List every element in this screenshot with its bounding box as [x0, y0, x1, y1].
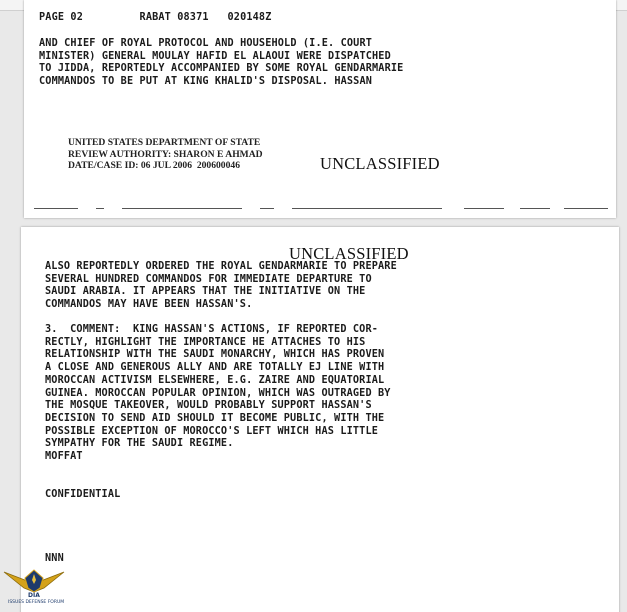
document-page-2	[21, 227, 619, 612]
nnn-marker: NNN	[45, 553, 64, 564]
classification-marking: UNCLASSIFIED	[320, 154, 440, 173]
body-line: GUINEA. MOROCCAN POPULAR OPINION, WHICH WAS OUTRAGED BY	[45, 387, 391, 399]
body-line: SEVERAL HUNDRED COMMANDOS FOR IMMEDIATE DEPARTURE TO	[45, 273, 372, 285]
body-line: AND CHIEF OF ROYAL PROTOCOL AND HOUSEHOLD (I.E. COURT	[39, 38, 373, 49]
scan-edge-marks	[24, 208, 616, 210]
body-line: RELATIONSHIP WITH THE SAUDI MONARCHY, WHICH HAS PROVEN	[45, 349, 385, 361]
body-line: MOROCCAN ACTIVISM ELSEWHERE, E.G. ZAIRE AND EQUATORIAL	[45, 374, 385, 386]
body-line: COMMANDOS TO BE PUT AT KING KHALID'S DISPOSAL. HASSAN	[39, 76, 373, 88]
body-line: 3. COMMENT: KING HASSAN'S ACTIONS, IF REPORTED COR-	[45, 324, 379, 335]
signature-moffat: MOFFAT	[45, 451, 83, 462]
watermark-line2: ISSUES DEFENSE FORUM	[8, 600, 65, 605]
confidential-marking: CONFIDENTIAL	[45, 489, 121, 500]
watermark-line1: DIA	[28, 592, 40, 599]
watermark-badge	[0, 562, 68, 612]
body-line: TO JIDDA, REPORTEDLY ACCOMPANIED BY SOME ROYAL GENDARMARIE	[39, 63, 404, 75]
stamp-department: UNITED STATES DEPARTMENT OF STATE	[68, 137, 261, 148]
body-line: DECISION TO SEND AID SHOULD IT BECOME PUBLIC, WITH THE	[45, 412, 385, 424]
stamp-authority: REVIEW AUTHORITY: SHARON E AHMAD	[68, 148, 263, 160]
document-page-1	[24, 0, 616, 218]
body-line: THE MOSQUE TAKEOVER, WOULD PROBABLY SUPPORT HASSAN'S	[45, 400, 372, 412]
body-line: POSSIBLE EXCEPTION OF MOROCCO'S LEFT WHICH HAS LITTLE	[45, 425, 379, 437]
body-line: SYMPATHY FOR THE SAUDI REGIME.	[45, 438, 234, 450]
classification-marking: UNCLASSIFIED	[289, 244, 409, 263]
stamp-case-id: DATE/CASE ID: 06 JUL 2006 200600046	[68, 160, 240, 171]
page-header: PAGE 02 RABAT 08371 020148Z	[39, 12, 272, 23]
body-line: SAUDI ARABIA. IT APPEARS THAT THE INITIATIVE ON THE	[45, 286, 366, 298]
body-line: COMMANDOS MAY HAVE BEEN HASSAN'S.	[45, 299, 253, 311]
body-line: ALSO REPORTEDLY ORDERED THE ROYAL GENDARMARIE TO PREPARE	[45, 261, 397, 272]
body-line: MINISTER) GENERAL MOULAY HAFID EL ALAOUI WERE DISPATCHED	[39, 50, 391, 62]
body-line: RECTLY, HIGHLIGHT THE IMPORTANCE HE ATTACHES TO HIS	[45, 336, 366, 348]
body-line: A CLOSE AND GENEROUS ALLY AND ARE TOTALLY EJ LINE WITH	[45, 362, 385, 374]
